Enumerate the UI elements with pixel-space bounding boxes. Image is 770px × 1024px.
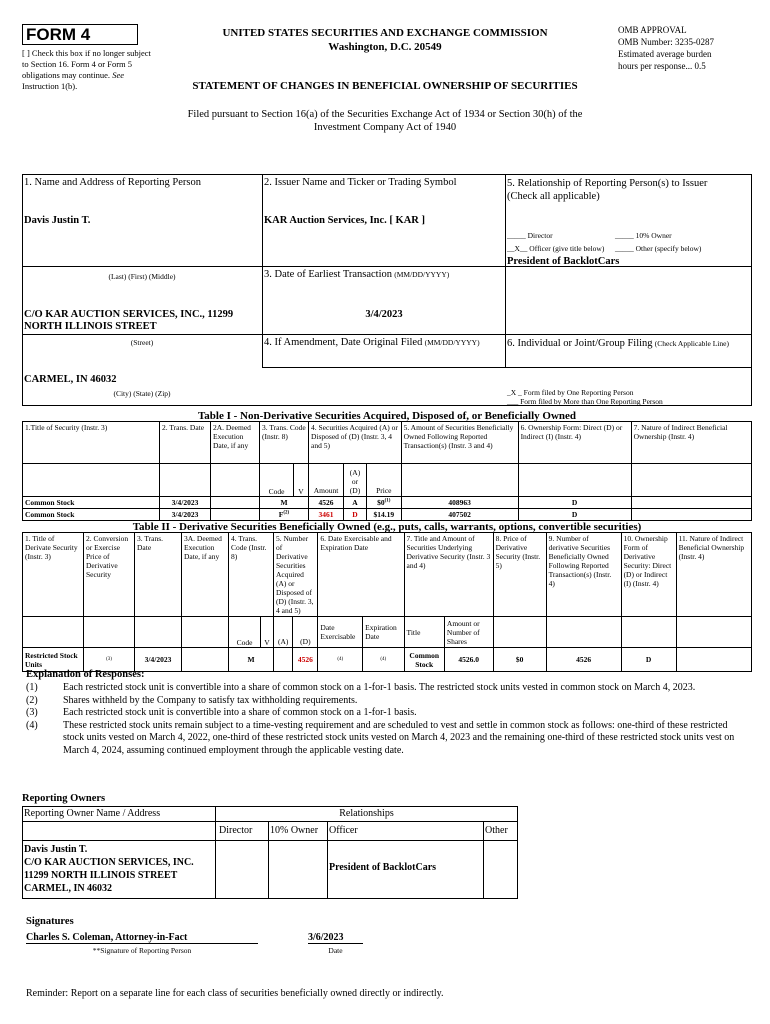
list-item: (3) Each restricted stock unit is convertible into a share of common stock on a 1-for-1 basis. xyxy=(26,707,417,718)
t1-sub-price: Price xyxy=(367,464,402,497)
reporting-city: CARMEL, IN 46032 xyxy=(24,374,117,385)
earliest-date: 3/4/2023 xyxy=(365,309,403,320)
form-title-box xyxy=(22,24,138,45)
t1-h-title: 1.Title of Security (Instr. 3) xyxy=(23,422,160,464)
owners-title: Reporting Owners xyxy=(22,793,106,804)
date-label: Date xyxy=(328,946,343,955)
reporting-section xyxy=(22,174,752,406)
owners-col-other: Other xyxy=(485,825,508,836)
t1-sub-amount: Amount xyxy=(309,464,344,497)
agency-location: Washington, D.C. 20549 xyxy=(328,41,442,53)
t1-h-date: 2. Trans. Date xyxy=(160,422,211,464)
explanation-title: Explanation of Responses: xyxy=(26,669,145,680)
signature-name: Charles S. Coleman, Attorney-in-Fact xyxy=(26,932,258,944)
checkbox-note: [ ] Check this box if no longer subject to Section 16. Form 4 or Form 5 obligations may continue. See Instruction 1(b). xyxy=(22,48,151,91)
table1-title: Table I - Non-Derivative Securities Acquired, Disposed of, or Beneficially Owned xyxy=(197,410,577,422)
statement-title: STATEMENT OF CHANGES IN BENEFICIAL OWNERSHIP OF SECURITIES xyxy=(192,80,578,92)
filed-pursuant: Filed pursuant to Section 16(a) of the Securities Exchange Act of 1934 or Section 30(h) of the Investment Company Act of 1940 xyxy=(187,109,583,133)
rel-other: _____ Other (specify below) xyxy=(615,244,702,253)
label-relationship: 5. Relationship of Reporting Person(s) to Issuer (Check all applicable) xyxy=(507,178,708,202)
t1-sub-ad: (A) or (D) xyxy=(344,464,367,497)
label-amendment: 4. If Amendment, Date Original Filed (MM/DD/YYYY) xyxy=(264,337,480,348)
table-row: Common Stock 3/4/2023 M 4526 A $0$^{(1)}$ 408963 D xyxy=(23,497,752,509)
label-filing: 6. Individual or Joint/Group Filing (Check Applicable Line) xyxy=(507,338,729,349)
filing-one-person: _X _ Form filed by One Reporting Person xyxy=(507,388,634,397)
list-item: (2) Shares withheld by the Company to satisfy tax withholding requirements. xyxy=(26,694,358,706)
filing-more-persons: ___ Form filed by More than One Reporting Person xyxy=(507,397,663,406)
owners-col-ten: 10% Owner xyxy=(270,825,319,836)
t1-sub-code: Code xyxy=(268,487,285,496)
table2: 1. Title of Derivate Security (Instr. 3) 2. Conversion or Exercise Price of Derivative Security 3. Trans. Date 3A. Deemed Execution Date, if any 4. Trans. Code (Instr. 8) 5. Number of Derivative Securities Acquired (A) or Disposed of (D) (Instr. 3, 4 and 5) 6. Date Exercisable and Expiration Date 7. Title and Amount of Securities Underlying Derivative Security (Instr. 3 and 4) 8. Price of Derivative Security (Instr. 5) 9. Number of derivative Securities Beneficially Owned Following Reported Transaction(s) (Instr. 4) 10. Ownership Form of Derivative Security: Direct (D) or Indirect (I) (Instr. 4) 11. Nature of Indirect Beneficial Ownership (Instr. 4) Code V (A) (D) Date Exercisable Expiration Date Title Amount or Number of Shares Restricted Stock Units (3) 3/4/2023 M 4526 (4) (4) Common Stock 4526.0 $0 4526 D xyxy=(22,532,752,672)
table-row: Common Stock 3/4/2023 $F^{(2)}$ 3461 D $14.19 407502 D xyxy=(23,509,752,521)
reminder-text: Reminder: Report on a separate line for each class of securities beneficially owned directly or indirectly. xyxy=(26,988,444,999)
table1 xyxy=(22,421,752,521)
reporting-person-name: Davis Justin T. xyxy=(24,215,91,226)
name-parts-label: (Last) (First) (Middle) xyxy=(108,272,176,281)
t1-h-acquired: 4. Securities Acquired (A) or Disposed of (D) (Instr. 3, 4 and 5) xyxy=(309,422,402,464)
table2-title: Table II - Derivative Securities Beneficially Owned (e.g., puts, calls, warrants, options, convertible securities) xyxy=(132,521,642,533)
owner-name-address: Davis Justin T. C/O KAR AUCTION SERVICES, INC. 11299 NORTH ILLINOIS STREET CARMEL, IN 46032 xyxy=(24,844,194,894)
owner-officer-value: President of BacklotCars xyxy=(329,862,437,873)
rel-ten-percent: _____ 10% Owner xyxy=(615,231,672,240)
signature-date: 3/6/2023 xyxy=(308,932,363,944)
label-issuer: 2. Issuer Name and Ticker or Trading Symbol xyxy=(264,177,457,188)
form-title: FORM 4 xyxy=(26,25,91,44)
officer-title: President of BacklotCars xyxy=(507,256,620,267)
street-label: (Street) xyxy=(130,338,154,347)
signatures-title: Signatures xyxy=(26,916,74,927)
rel-director: _____ Director xyxy=(507,231,553,240)
city-label: (City) (State) (Zip) xyxy=(113,389,171,398)
issuer-name: KAR Auction Services, Inc. [ KAR ] xyxy=(264,215,425,226)
rel-officer: __X__ Officer (give title below) xyxy=(507,244,605,253)
t1-h-owned: 5. Amount of Securities Beneficially Owned Following Reported Transaction(s) (Instr. 3 and 4) xyxy=(401,422,518,464)
table-row: Restricted Stock Units (3) 3/4/2023 M 4526 (4) (4) Common Stock 4526.0 $0 4526 D xyxy=(23,648,752,672)
owners-col-name: Reporting Owner Name / Address xyxy=(24,808,161,819)
owners-col-director: Director xyxy=(219,825,253,836)
omb-approval: OMB APPROVAL OMB Number: 3235-0287 Estimated average burden hours per response... 0.5 xyxy=(618,25,714,71)
agency-name: UNITED STATES SECURITIES AND EXCHANGE COMMISSION xyxy=(222,27,548,39)
list-item: (4) These restricted stock units remain subject to a time-vesting requirement and are scheduled to vest and settle in common stock as follows: one-third of these restricted stock units vested on March 4, 2022, one-third of these restricted stock units vested on March 4, 2023 and the remaining one-third of these restricted stock units vest on March 4, 2024, assuming continued employment through the applicable vesting date. xyxy=(26,719,735,756)
t1-h-nature: 7. Nature of Indirect Beneficial Ownership (Instr. 4) xyxy=(631,422,751,464)
label-reporting-person: 1. Name and Address of Reporting Person xyxy=(24,177,202,188)
t1-h-code: 3. Trans. Code (Instr. 8) xyxy=(260,422,309,464)
t1-sub-v: V xyxy=(293,464,308,496)
label-earliest-date: 3. Date of Earliest Transaction (MM/DD/YYYY) xyxy=(264,269,450,280)
t1-h-deemed: 2A. Deemed Execution Date, if any xyxy=(211,422,260,464)
owners-col-officer: Officer xyxy=(329,825,358,836)
signature-label: **Signature of Reporting Person xyxy=(92,946,192,955)
reporting-address: C/O KAR AUCTION SERVICES, INC., 11299 NORTH ILLINOIS STREET xyxy=(24,309,234,332)
owners-col-relationships: Relationships xyxy=(339,808,394,819)
explanation-list xyxy=(26,682,746,757)
list-item: (1) Each restricted stock unit is convertible into a share of common stock on a 1-for-1 basis. The restricted stock units vested in common stock on March 4, 2023. xyxy=(26,682,696,693)
t1-h-form: 6. Ownership Form: Direct (D) or Indirect (I) (Instr. 4) xyxy=(518,422,631,464)
